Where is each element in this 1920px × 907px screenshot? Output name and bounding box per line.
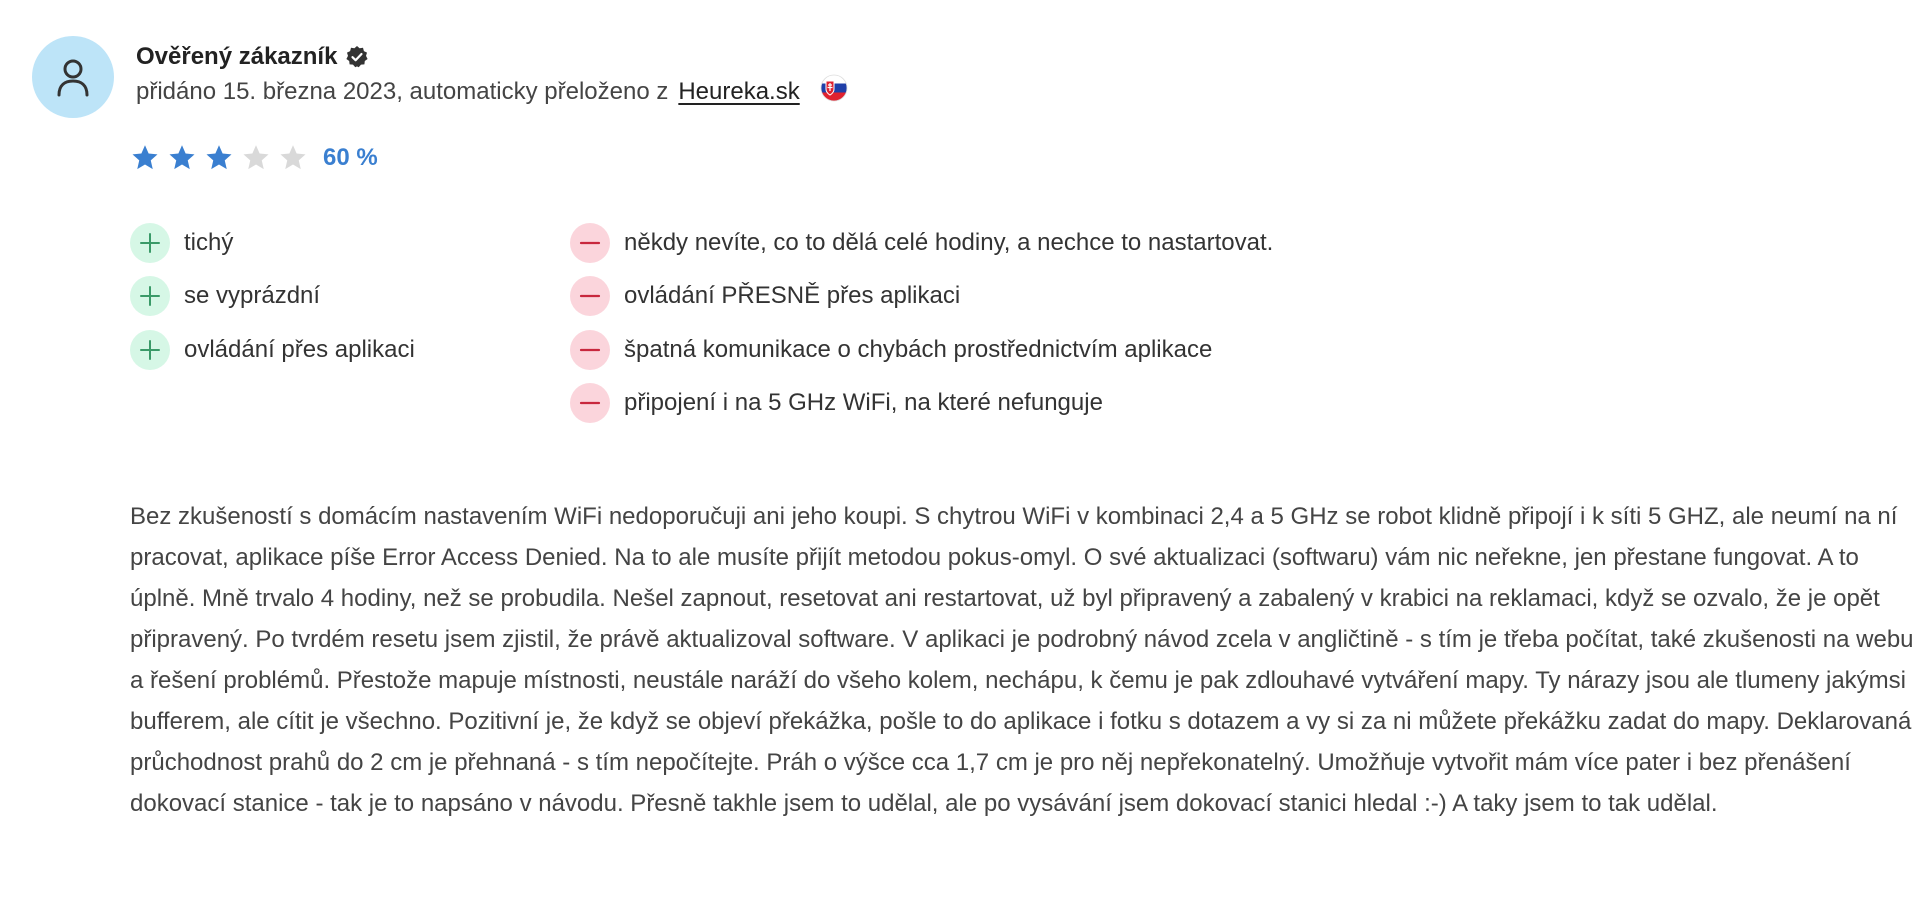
- minus-icon: [570, 223, 610, 263]
- pro-item: [130, 216, 415, 270]
- user-icon: [56, 57, 90, 97]
- star-rating: [130, 140, 378, 176]
- con-item: [570, 216, 1273, 270]
- source-link[interactable]: Heureka.sk: [678, 78, 800, 105]
- minus-icon: [570, 330, 610, 370]
- pro-item: [130, 270, 415, 324]
- stars: [130, 143, 315, 173]
- star-filled-icon: [130, 143, 160, 173]
- plus-icon: [130, 223, 170, 263]
- pros-list: [130, 216, 415, 377]
- minus-icon: [570, 383, 610, 423]
- con-item: [570, 377, 1273, 431]
- review-meta: [136, 74, 848, 110]
- con-label: připojení i na 5 GHz WiFi, na které nefunguje: [624, 389, 1103, 417]
- pro-label: ovládání přes aplikaci: [184, 335, 415, 363]
- cons-list: [570, 216, 1273, 430]
- author-line: [136, 40, 848, 74]
- plus-icon: [130, 330, 170, 370]
- slovakia-flag-icon: [820, 74, 848, 102]
- check-badge-icon: [345, 45, 369, 69]
- star-filled-icon: [167, 143, 197, 173]
- con-item: [570, 323, 1273, 377]
- star-empty-icon: [278, 143, 308, 173]
- avatar: [32, 36, 114, 118]
- con-label: někdy nevíte, co to dělá celé hodiny, a nechce to nastartovat.: [624, 228, 1274, 256]
- review-date-translation: přidáno 15. března 2023, automaticky přeloženo z: [136, 78, 669, 105]
- star-filled-icon: [204, 143, 234, 173]
- rating-percent: 60 %: [323, 144, 378, 171]
- pro-label: se vyprázdní: [184, 282, 321, 310]
- star-empty-icon: [241, 143, 271, 173]
- con-label: špatná komunikace o chybách prostřednictvím aplikace: [624, 335, 1213, 363]
- pro-label: tichý: [184, 228, 234, 256]
- author-name: Ověřený zákazník: [136, 43, 338, 70]
- con-item: [570, 270, 1273, 324]
- plus-icon: [130, 276, 170, 316]
- con-label: ovládání PŘESNĚ přes aplikaci: [624, 282, 961, 310]
- review-text: Bez zkušeností s domácím nastavením WiFi nedoporučuji ani jeho koupi. S chytrou WiFi v kombinaci 2,4 a 5 GHz se robot klidně připojí i k síti 5 GHZ, ale neumí na ní pracovat, aplikace píše Error Access Denied. Na to ale musíte přijít metodou pokus-omyl. O své aktualizaci (softwaru) vám nic neřekne, jen přestane fungovat. A to úplně. Mně trvalo 4 hodiny, než se probudila. Nešel zapnout, resetovat ani restartovat, už byl připravený a zabalený v krabici na reklamaci, když se ozvalo, že je opět připravený. Po tvrdém resetu jsem zjistil, že právě aktualizoval software. V aplikaci je podrobný návod zcela v angličtině - s tím je třeba počítat, také zkušenosti na webu a řešení problémů. Přestože mapuje místnosti, neustále naráží do všeho kolem, nechápu, k čemu je pak zdlouhavé vytváření mapy. Ty nárazy jsou ale tlumeny jakýmsi bufferem, ale cítit je všechno. Pozitivní je, že když se objeví překážka, pošle to do aplikace i fotku s dotazem a vy si za ni můžete překážku zadat do mapy. Deklarovaná průchodnost prahů do 2 cm je přehnaná - s tím nepočítejte. Práh o výšce cca 1,7 cm je pro něj nepřekonatelný. Umožňuje vytvořit mám více pater i bez přenášení dokovací stanice - tak je to napsáno v návodu. Přesně takhle jsem to udělal, ale po vysávání jsem dokovací stanici hledal :-) A taky jsem to tak udělal.: [130, 503, 1914, 817]
- minus-icon: [570, 276, 610, 316]
- pro-item: [130, 323, 415, 377]
- author-info: [136, 40, 848, 110]
